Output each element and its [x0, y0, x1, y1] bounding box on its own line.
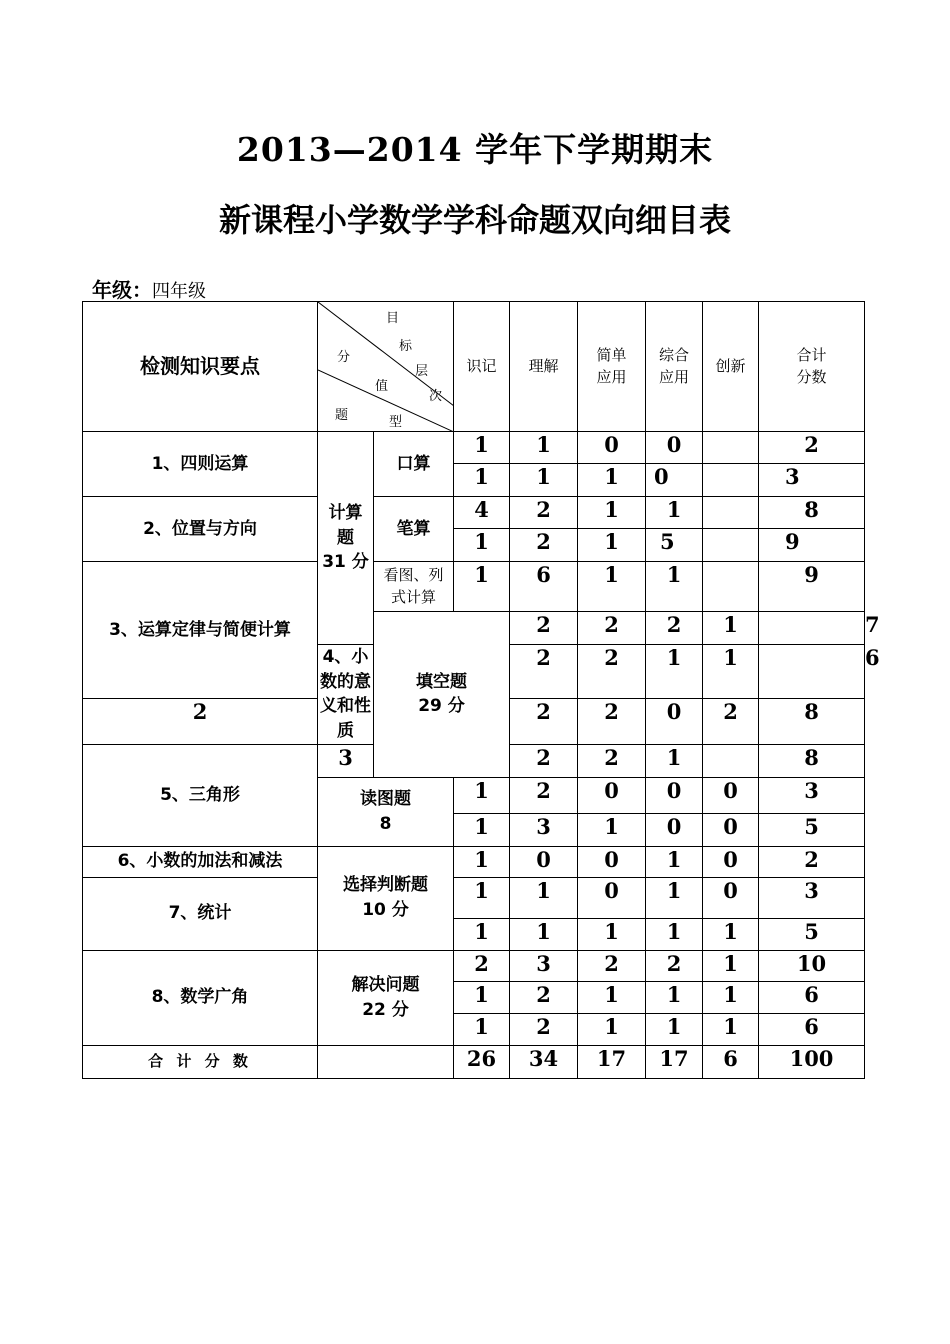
- total-value: 100: [759, 1045, 865, 1078]
- score-cell: 0: [646, 813, 703, 846]
- score-cell: 2: [578, 699, 646, 745]
- score-cell: 2: [646, 950, 703, 981]
- score-cell: 0: [646, 432, 703, 464]
- score-cell: 0: [646, 699, 703, 745]
- table-row: 填空题 29 分 2 2 2 1 7: [83, 612, 865, 645]
- score-cell: 5: [759, 813, 865, 846]
- score-cell: 8: [759, 744, 865, 777]
- level-header-recall: 识记: [454, 302, 510, 432]
- score-cell: 1: [454, 464, 510, 497]
- title-line-2: 新课程小学数学学科命题双向细目表: [218, 201, 731, 239]
- score-cell: 2: [759, 432, 865, 464]
- score-cell: 1: [646, 877, 703, 918]
- score-cell: 0: [578, 432, 646, 464]
- score-cell: 1: [454, 877, 510, 918]
- qtype-graph-calc: 看图、列 式计算: [374, 562, 454, 612]
- score-cell: 2: [83, 699, 318, 745]
- score-cell: 1: [578, 981, 646, 1013]
- score-cell: 2: [646, 612, 703, 645]
- score-cell: 1: [454, 1013, 510, 1045]
- score-cell: [703, 744, 759, 777]
- score-cell: 2: [759, 846, 865, 877]
- score-cell: [703, 432, 759, 464]
- score-cell: 1: [646, 562, 703, 612]
- total-label: 合 计 分 数: [83, 1045, 318, 1078]
- score-cell: 3: [510, 950, 578, 981]
- score-cell: 1: [703, 950, 759, 981]
- score-cell: 6: [759, 1013, 865, 1045]
- total-value: 26: [454, 1045, 510, 1078]
- level-header-combined-apply: 综合 应用: [646, 302, 703, 432]
- score-cell: 1: [454, 918, 510, 950]
- score-cell: 2: [510, 529, 578, 562]
- topic-cell: 6、小数的加法和减法: [83, 846, 318, 877]
- score-cell: 2: [510, 699, 578, 745]
- score-cell: 1: [703, 918, 759, 950]
- score-cell: 9: [759, 529, 865, 562]
- total-value: 17: [578, 1045, 646, 1078]
- score-cell: 1: [646, 846, 703, 877]
- score-cell: 8: [759, 497, 865, 529]
- grade-label: 年级：: [92, 278, 152, 302]
- score-cell: 1: [454, 432, 510, 464]
- score-cell: 3: [759, 464, 865, 497]
- score-cell: 2: [510, 612, 578, 645]
- score-cell: 0: [646, 777, 703, 813]
- score-cell: 2: [510, 981, 578, 1013]
- table-row: [83, 846, 865, 877]
- diag-label-ti: 题: [335, 408, 349, 423]
- detail-table: [82, 301, 880, 1079]
- score-cell: 2: [510, 645, 578, 699]
- score-cell: 1: [578, 497, 646, 529]
- score-cell: 0: [578, 777, 646, 813]
- diag-label-biao: 标: [399, 339, 413, 354]
- score-cell: [759, 612, 865, 645]
- table-row: [83, 877, 865, 918]
- diag-label-zhi: 值: [375, 379, 389, 394]
- score-cell: 1: [646, 744, 703, 777]
- table-row: [83, 562, 865, 612]
- score-cell: 9: [759, 562, 865, 612]
- score-cell: 0: [703, 877, 759, 918]
- score-cell: 1: [646, 1013, 703, 1045]
- score-cell: 0: [703, 846, 759, 877]
- score-cell: 2: [510, 744, 578, 777]
- diag-label-ceng: 层: [415, 364, 429, 379]
- score-cell: 0: [703, 813, 759, 846]
- table-row: [83, 950, 865, 981]
- table-row: [83, 497, 865, 529]
- score-cell: 5: [646, 529, 703, 562]
- score-cell: [703, 529, 759, 562]
- qtype-calc: 计算 题 31 分: [318, 432, 374, 645]
- score-cell: 2: [510, 777, 578, 813]
- score-cell: 1: [578, 918, 646, 950]
- score-cell: 1: [454, 813, 510, 846]
- table-row: 4、小数的意义和性质 2 2 1 1 6: [83, 645, 865, 699]
- topic-cell: 2、位置与方向: [83, 497, 318, 562]
- score-cell: 4: [454, 497, 510, 529]
- score-cell: 1: [454, 562, 510, 612]
- score-cell: 10: [759, 950, 865, 981]
- score-cell: 3: [510, 813, 578, 846]
- score-cell: 2: [578, 744, 646, 777]
- diag-label-fen: 分: [337, 350, 351, 365]
- qtype-written: 笔算: [374, 497, 454, 562]
- diagonal-header-cell: [318, 302, 454, 432]
- score-cell: 2: [578, 645, 646, 699]
- total-value: 6: [703, 1045, 759, 1078]
- score-cell: 0: [510, 846, 578, 877]
- topic-cell: 8、数学广角: [83, 950, 318, 1045]
- grade-line: [92, 274, 206, 303]
- score-cell: 5: [759, 918, 865, 950]
- score-cell: 1: [510, 918, 578, 950]
- score-cell: 2: [510, 1013, 578, 1045]
- score-cell: 1: [454, 777, 510, 813]
- total-value: 17: [646, 1045, 703, 1078]
- score-cell: 1: [703, 612, 759, 645]
- total-value: 34: [510, 1045, 578, 1078]
- knowledge-header: 检测知识要点: [83, 302, 318, 432]
- score-cell: 1: [646, 645, 703, 699]
- topic-cell: 1、四则运算: [83, 432, 318, 497]
- grade-value: 四年级: [152, 281, 206, 302]
- level-header-total: 合计 分数: [759, 302, 865, 432]
- score-cell: 1: [646, 981, 703, 1013]
- score-cell: 1: [703, 645, 759, 699]
- score-cell: 0: [703, 777, 759, 813]
- topic-cell: 7、统计: [83, 877, 318, 950]
- diag-label-ci: 次: [429, 389, 443, 404]
- score-cell: 3: [759, 777, 865, 813]
- score-cell: 2: [703, 699, 759, 745]
- topic-cell: 4、小数的意义和性质: [318, 645, 374, 745]
- diag-label-xing: 型: [389, 415, 403, 430]
- score-cell: 1: [578, 529, 646, 562]
- score-cell: 1: [578, 1013, 646, 1045]
- qtype-fill: 填空题 29 分: [374, 612, 510, 778]
- qtype-read: 读图题 8: [318, 777, 454, 846]
- score-cell: 1: [510, 464, 578, 497]
- level-header-understand: 理解: [510, 302, 578, 432]
- score-cell: 1: [578, 464, 646, 497]
- score-cell: 6: [759, 981, 865, 1013]
- score-cell: [703, 497, 759, 529]
- score-cell: [759, 645, 865, 699]
- diag-label-mu: 目: [386, 311, 400, 326]
- score-cell: 1: [703, 1013, 759, 1045]
- score-cell: [703, 562, 759, 612]
- score-cell: 0: [646, 464, 703, 497]
- total-qtype-empty: [318, 1045, 454, 1078]
- total-row: [83, 1045, 865, 1078]
- score-cell: 1: [703, 981, 759, 1013]
- score-cell: 2: [578, 950, 646, 981]
- score-cell: 1: [646, 918, 703, 950]
- header-row: [83, 302, 865, 432]
- score-cell: 3: [318, 744, 374, 777]
- score-cell: 0: [578, 877, 646, 918]
- score-cell: 3: [759, 877, 865, 918]
- qtype-judge: 选择判断题 10 分: [318, 846, 454, 950]
- qtype-oral: 口算: [374, 432, 454, 497]
- score-cell: 6: [510, 562, 578, 612]
- score-cell: 2: [454, 950, 510, 981]
- score-cell: 1: [510, 432, 578, 464]
- score-cell: 1: [454, 846, 510, 877]
- score-cell: 0: [578, 846, 646, 877]
- score-cell: 1: [510, 877, 578, 918]
- level-header-innovate: 创新: [703, 302, 759, 432]
- level-header-simple-apply: 简单 应用: [578, 302, 646, 432]
- title-line-1: 2013—2014 学年下学期期末: [236, 130, 714, 169]
- score-cell: 1: [454, 529, 510, 562]
- score-cell: 2: [578, 612, 646, 645]
- score-cell: 8: [759, 699, 865, 745]
- score-cell: [703, 464, 759, 497]
- score-cell: 1: [646, 497, 703, 529]
- topic-cell: 5、三角形: [83, 744, 318, 846]
- score-cell: 2: [510, 497, 578, 529]
- table-row: [83, 432, 865, 464]
- score-cell: 1: [454, 981, 510, 1013]
- score-cell: 1: [578, 813, 646, 846]
- score-cell: 1: [578, 562, 646, 612]
- topic-cell: 3、运算定律与简便计算: [83, 562, 318, 699]
- qtype-solve: 解决问题 22 分: [318, 950, 454, 1045]
